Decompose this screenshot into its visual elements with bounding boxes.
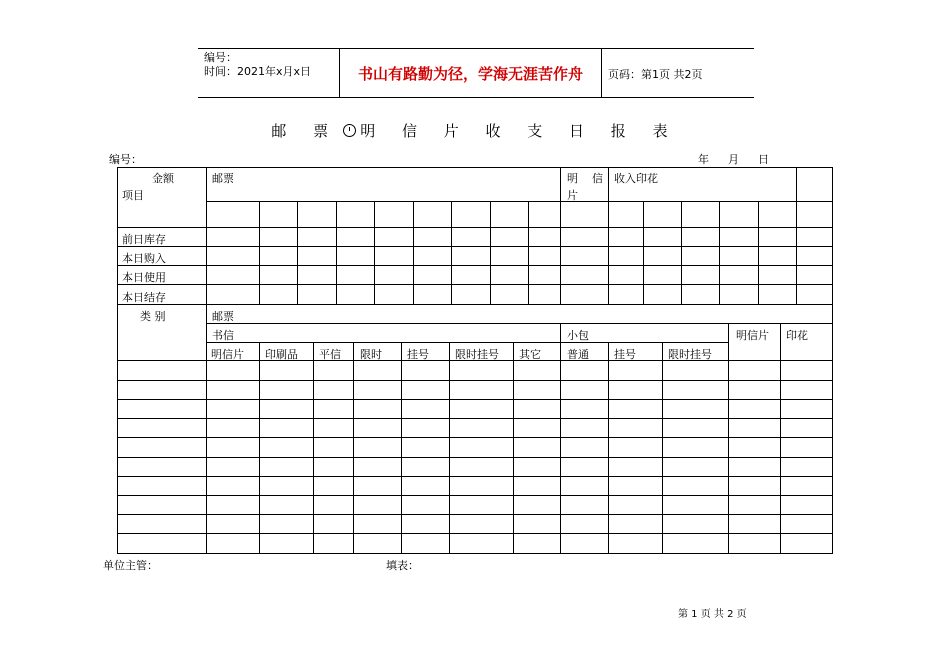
- postcard-header-char-1: 明: [567, 172, 578, 185]
- report-number-label: 编号：: [109, 153, 142, 166]
- supervisor-label: 单位主管：: [103, 559, 158, 572]
- postcard-header-char-3: 片: [567, 189, 578, 202]
- parcel-header: 小包: [567, 329, 589, 342]
- row-label-purchased-today: 本日购入: [122, 252, 166, 265]
- corner-item-label: 项目: [122, 189, 144, 202]
- title-part-1: 邮 票: [271, 122, 340, 140]
- postcard-header-char-2: 信: [592, 172, 603, 185]
- subheader-printed-matter: 印刷品: [265, 348, 298, 361]
- header-number-label: 编号：: [204, 51, 237, 64]
- revenue-stamp-header: 收入印花: [614, 172, 658, 185]
- header-page-label: 页码：第1页 共2页: [608, 68, 703, 81]
- row-label-previous-stock: 前日库存: [122, 233, 166, 246]
- filler-label: 填表：: [386, 559, 419, 572]
- date-month-label: 月: [728, 153, 739, 166]
- date-day-label: 日: [758, 153, 769, 166]
- subheader-express: 限时: [360, 348, 382, 361]
- footer-page-number: 第 1 页 共 2 页: [678, 609, 747, 620]
- header-time-label: 时间：2021年x月x日: [204, 65, 312, 78]
- header-motto: 书山有路勤为径，学海无涯苦作舟: [357, 64, 583, 83]
- subheader-other: 其它: [519, 348, 541, 361]
- mail-header: 邮票: [212, 310, 234, 323]
- subheader-parcel-express-registered: 限时挂号: [668, 348, 712, 361]
- subheader-registered: 挂号: [407, 348, 429, 361]
- letters-header: 书信: [212, 329, 234, 342]
- title-part-2: 明 信 片 收 支 日 报 表: [360, 122, 679, 140]
- stamps-column-header: 邮票: [212, 172, 234, 185]
- corner-amount-label: 金额: [152, 172, 174, 185]
- date-year-label: 年: [698, 153, 709, 166]
- subheader-ordinary-letter: 平信: [319, 348, 341, 361]
- row-label-closing-stock: 本日结存: [122, 291, 166, 304]
- subheader-express-registered: 限时挂号: [455, 348, 499, 361]
- subheader-parcel-registered: 挂号: [614, 348, 636, 361]
- postcard-column-header: 明信片: [736, 329, 769, 342]
- row-label-used-today: 本日使用: [122, 271, 166, 284]
- subheader-parcel-ordinary: 普通: [567, 348, 589, 361]
- category-label: 类 别: [140, 310, 166, 323]
- revenue-stamp-column-header: 印花: [786, 329, 808, 342]
- subheader-postcard: 明信片: [211, 348, 244, 361]
